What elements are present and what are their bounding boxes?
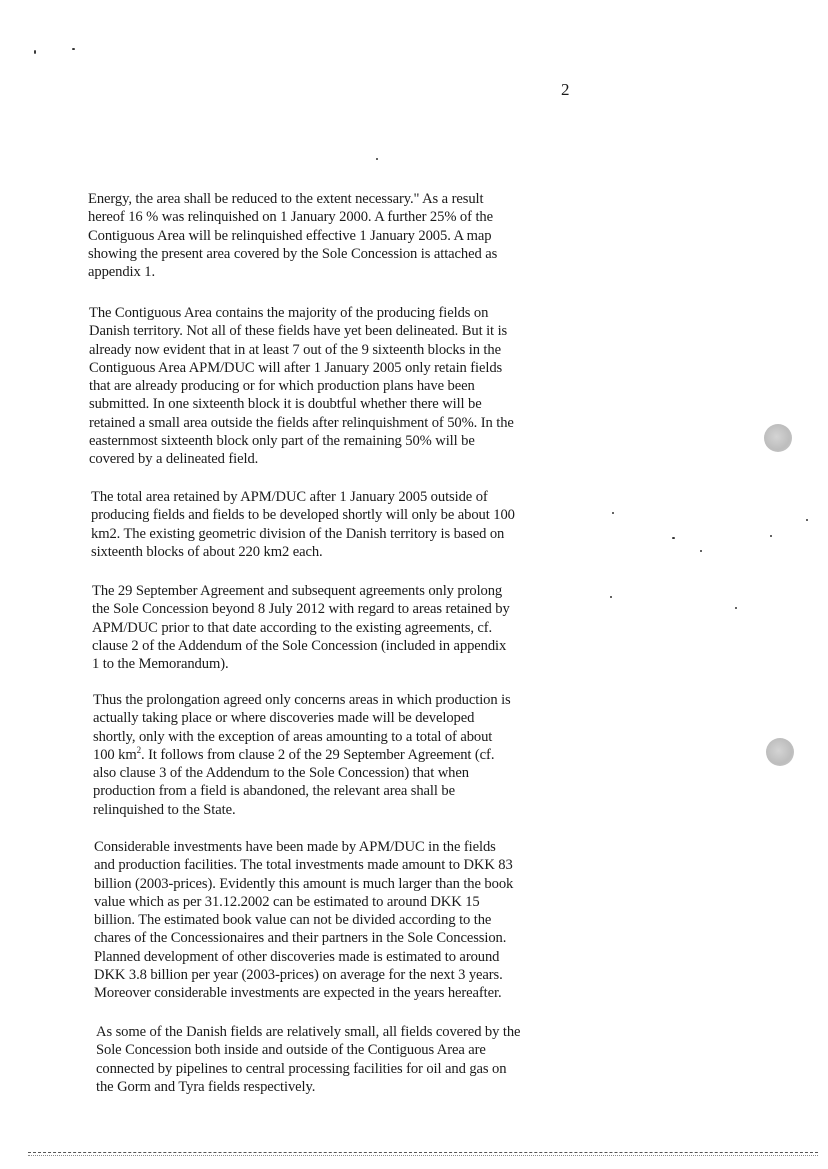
paragraph-1 (88, 190, 497, 281)
text-line: that are already producing or for which production plans have been (89, 378, 475, 395)
text-line: showing the present area covered by the Sole Concession is attached as (88, 245, 498, 262)
text-line: As some of the Danish fields are relatively small, all fields covered by the (96, 1024, 521, 1040)
text-line: chares of the Concessionaires and their partners in the Sole Concession. (94, 930, 507, 947)
text-line: The 29 September Agreement and subsequent agreements only prolong (92, 583, 503, 599)
text-line: Contiguous Area will be relinquished effective 1 January 2005. A map (88, 227, 492, 244)
text-line: Sole Concession both inside and outside of the Contiguous Area are (96, 1042, 486, 1059)
text-line: Thus the prolongation agreed only concerns areas in which production is (93, 692, 511, 708)
text-line: shortly, only with the exception of areas amounting to a total of about (93, 728, 493, 745)
text-line: already now evident that in at least 7 out of the 9 sixteenth blocks in the (89, 341, 501, 358)
paragraph-4 (92, 582, 510, 673)
text-line: 1 to the Memorandum). (92, 656, 229, 673)
text-line: hereof 16 % was relinquished on 1 January 2000. A further 25% of the (88, 209, 493, 226)
text-line: billion. The estimated book value can not be divided according to the (94, 912, 492, 929)
text-line (93, 746, 511, 764)
scan-speck (806, 519, 808, 521)
text-line: retained a small area outside the fields after relinquishment of 50%. In the (89, 414, 514, 431)
text-line: The total area retained by APM/DUC after 1 January 2005 outside of (91, 489, 488, 505)
paragraph-5 (93, 691, 511, 819)
text-line: the Sole Concession beyond 8 July 2012 with regard to areas retained by (92, 601, 510, 618)
text-line: appendix 1. (88, 264, 155, 281)
bottom-divider (28, 1155, 818, 1156)
text-line: APM/DUC prior to that date according to the existing agreements, cf. (92, 619, 493, 636)
text-line: connected by pipelines to central processing facilities for oil and gas on (96, 1060, 507, 1077)
text-line: the Gorm and Tyra fields respectively. (96, 1078, 316, 1095)
scan-speck (735, 607, 737, 609)
scan-speck (770, 535, 772, 537)
scan-speck (72, 48, 75, 50)
text-line: submitted. In one sixteenth block it is doubtful whether there will be (89, 396, 482, 413)
text-line: also clause 3 of the Addendum to the Sole Concession) that when (93, 765, 469, 782)
paragraph-3 (91, 488, 515, 561)
scan-speck (700, 550, 702, 552)
text-line: Energy, the area shall be reduced to the extent necessary." As a result (88, 191, 484, 207)
text-line: Considerable investments have been made by APM/DUC in the fields (94, 839, 496, 855)
text-line: Contiguous Area APM/DUC will after 1 January 2005 only retain fields (89, 359, 503, 376)
text-line: The Contiguous Area contains the majority of the producing fields on (89, 305, 489, 321)
text-line: relinquished to the State. (93, 801, 236, 818)
scan-speck (672, 537, 675, 539)
bottom-divider (28, 1152, 818, 1153)
text-line: production from a field is abandoned, the relevant area shall be (93, 783, 455, 800)
punch-hole (766, 738, 794, 766)
scan-speck (612, 512, 614, 514)
paragraph-7 (96, 1023, 520, 1096)
text-line: km2. The existing geometric division of the Danish territory is based on (91, 525, 505, 542)
text-line: covered by a delineated field. (89, 451, 259, 468)
page-number: 2 (561, 80, 570, 99)
punch-hole (764, 424, 792, 452)
text-line: billion (2003-prices). Evidently this amount is much larger than the book (94, 875, 514, 892)
text-line: Planned development of other discoveries made is estimated to around (94, 948, 500, 965)
text-line: easternmost sixteenth block only part of the remaining 50% will be (89, 433, 475, 450)
text-line: Moreover considerable investments are expected in the years hereafter. (94, 985, 502, 1002)
text-line: DKK 3.8 billion per year (2003-prices) on average for the next 3 years. (94, 967, 503, 984)
text-fragment: 100 km (93, 746, 137, 763)
text-fragment: . It follows from clause 2 of the 29 September Agreement (cf. (141, 746, 495, 763)
text-line: producing fields and fields to be developed shortly will only be about 100 (91, 507, 515, 524)
scan-speck (376, 158, 378, 160)
text-line: Danish territory. Not all of these fields have yet been delineated. But it is (89, 323, 508, 340)
paragraph-6 (94, 838, 513, 1003)
text-line: and production facilities. The total investments made amount to DKK 83 (94, 857, 513, 874)
text-line: actually taking place or where discoveries made will be developed (93, 710, 475, 727)
text-line: value which as per 31.12.2002 can be estimated to around DKK 15 (94, 893, 480, 910)
paragraph-2 (89, 304, 514, 469)
scan-speck (610, 596, 612, 598)
text-line: sixteenth blocks of about 220 km2 each. (91, 543, 323, 560)
text-line: clause 2 of the Addendum of the Sole Concession (included in appendix (92, 637, 507, 654)
scan-speck (34, 50, 36, 54)
superscript: 2 (136, 745, 141, 756)
